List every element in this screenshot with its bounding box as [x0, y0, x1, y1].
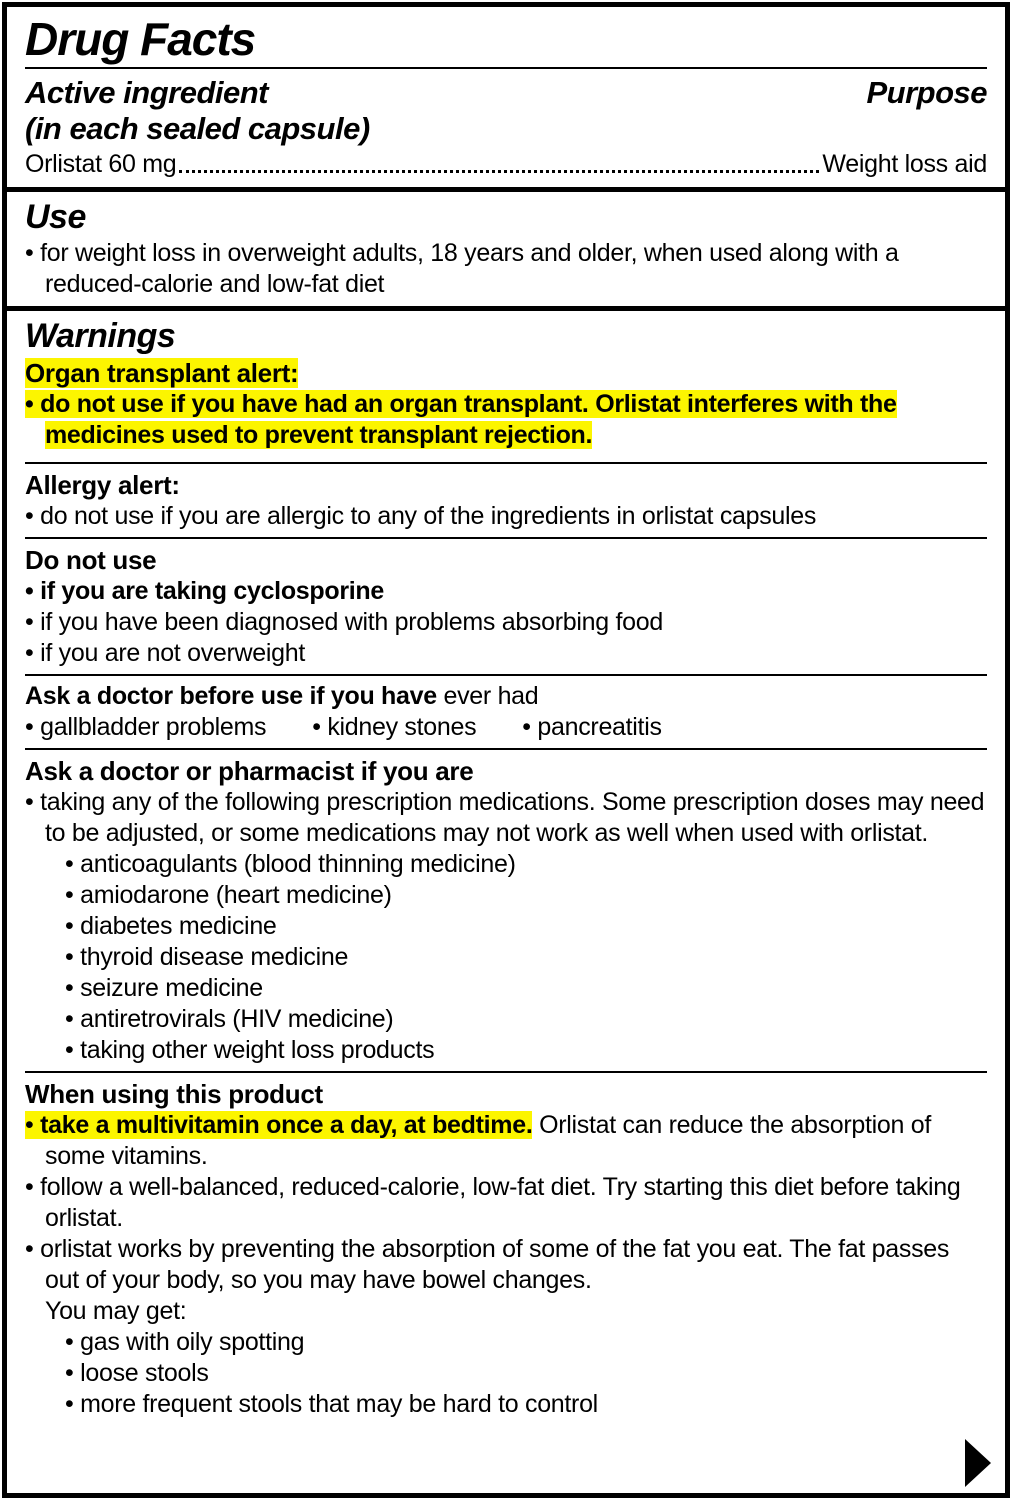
medication-bullet: • seizure medicine [65, 973, 987, 1004]
divider [25, 748, 987, 750]
medication-bullet: • taking other weight loss products [65, 1035, 987, 1066]
medication-bullet: • anticoagulants (blood thinning medicine) [65, 849, 987, 880]
active-ingredient-heading: Active ingredient [25, 75, 268, 110]
active-ingredient-section [7, 69, 1005, 187]
medication-bullet: • thyroid disease medicine [65, 942, 987, 973]
divider [25, 674, 987, 676]
purpose-heading: Purpose [866, 75, 987, 110]
when-using-block [7, 1078, 1005, 1420]
diet-bullet: • follow a well-balanced, reduced-calorie, low-fat diet. Try starting this diet before taking orlistat. [25, 1172, 987, 1234]
side-effect-bullet: • more frequent stools that may be hard to control [65, 1389, 987, 1420]
multivitamin-bullet: • take a multivitamin once a day, at bedtime. Orlistat can reduce the absorption of some vitamins. [25, 1110, 987, 1172]
ask-doctor-pharmacist-bullet: • taking any of the following prescription medications. Some prescription doses may need to be adjusted, or some medications may not work as well when used with orlistat. [25, 787, 987, 849]
drug-facts-label [2, 2, 1010, 1498]
ask-doctor-pharmacist-block [7, 755, 1005, 1066]
do-not-use-bullet: • if you have been diagnosed with problems absorbing food [25, 607, 987, 638]
do-not-use-bullet: • if you are taking cyclosporine [25, 576, 987, 607]
continuation-arrow-icon [965, 1439, 991, 1487]
warnings-section [7, 311, 1005, 457]
divider [25, 1071, 987, 1073]
ask-doctor-block [7, 681, 1005, 743]
ask-doctor-bullets [25, 712, 987, 743]
when-using-heading: When using this product [25, 1079, 323, 1109]
page-title: Drug Facts [25, 13, 256, 65]
use-heading: Use [25, 198, 86, 236]
active-ingredient-subheading: (in each sealed capsule) [25, 111, 370, 146]
ingredient-name: Orlistat 60 mg [25, 150, 177, 178]
use-section [7, 192, 1005, 306]
ask-doctor-bullet: • gallbladder problems [25, 712, 266, 743]
ask-doctor-bullet: • pancreatitis [522, 712, 661, 743]
allergy-bullet: • do not use if you are allergic to any of the ingredients in orlistat capsules [25, 501, 987, 532]
allergy-alert-block [7, 469, 1005, 532]
ask-doctor-heading: Ask a doctor before use if you have ever had [25, 682, 539, 710]
ask-doctor-pharmacist-heading: Ask a doctor or pharmacist if you are [25, 756, 474, 786]
you-may-get-label: You may get: [45, 1297, 187, 1325]
ask-doctor-bullet: • kidney stones [312, 712, 476, 743]
do-not-use-heading: Do not use [25, 545, 157, 575]
divider [25, 537, 987, 539]
allergy-alert-heading: Allergy alert: [25, 470, 180, 500]
do-not-use-block [7, 544, 1005, 669]
side-effect-bullet: • loose stools [65, 1358, 987, 1389]
dotted-leader [179, 170, 819, 173]
do-not-use-bullet: • if you are not overweight [25, 638, 987, 669]
organ-transplant-bullet: • do not use if you have had an organ transplant. Orlistat interferes with the medicines used to prevent transplant rejection. [25, 389, 987, 451]
fat-absorption-bullet: • orlistat works by preventing the absorption of some of the fat you eat. The fat passes out of your body, so you may have bowel changes. [25, 1234, 987, 1296]
medication-bullet: • antiretrovirals (HIV medicine) [65, 1004, 987, 1035]
divider [25, 462, 987, 464]
use-bullet: • for weight loss in overweight adults, 18 years and older, when used along with a reduced-calorie and low-fat diet [25, 238, 987, 300]
side-effect-bullet: • gas with oily spotting [65, 1327, 987, 1358]
warnings-heading: Warnings [25, 317, 176, 355]
organ-transplant-alert-heading: Organ transplant alert: [25, 358, 299, 388]
medication-bullet: • diabetes medicine [65, 911, 987, 942]
ingredient-purpose: Weight loss aid [822, 150, 987, 178]
medication-bullet: • amiodarone (heart medicine) [65, 880, 987, 911]
